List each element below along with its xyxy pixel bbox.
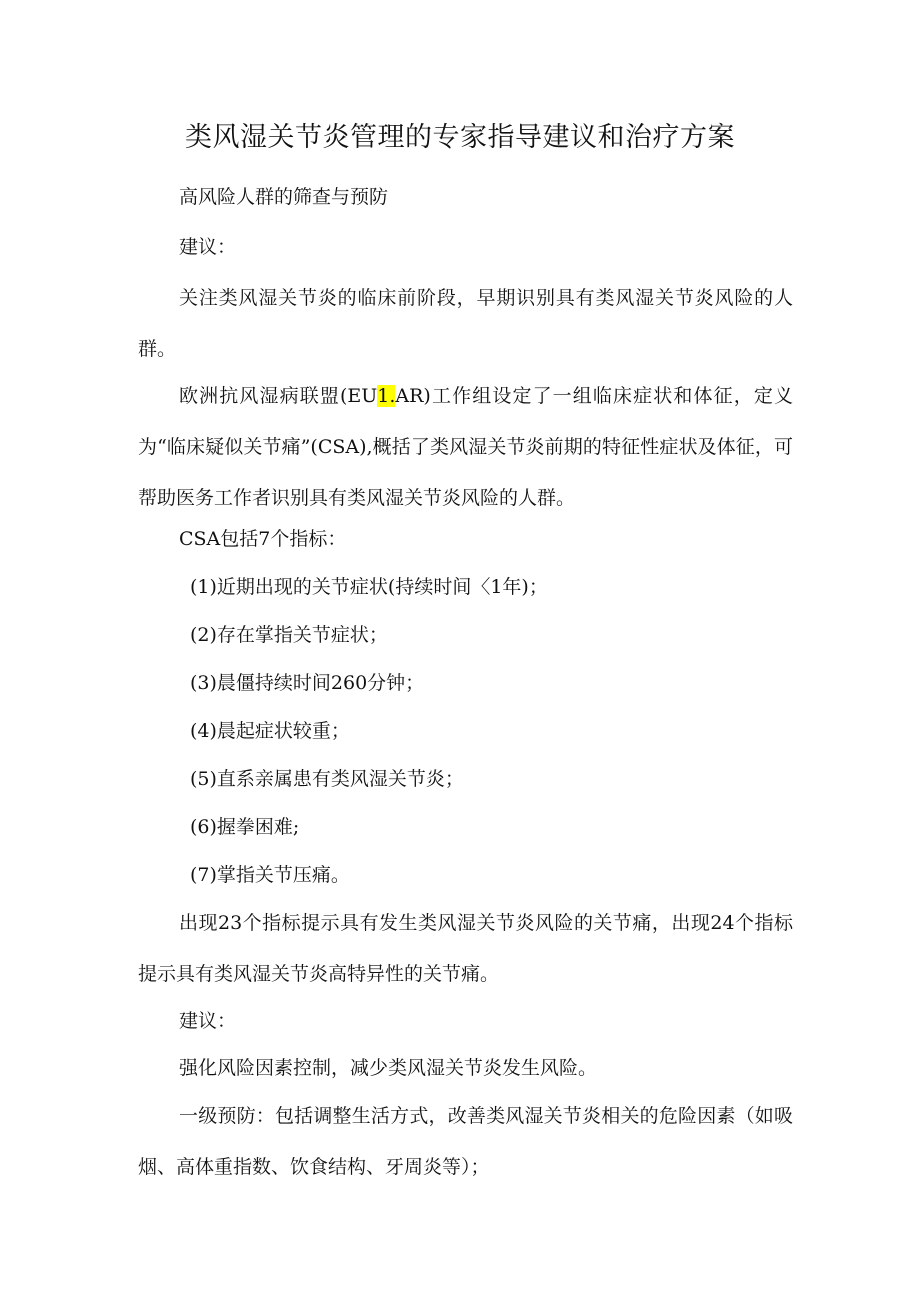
highlighted-text: 1.	[377, 385, 396, 407]
csa-item: (5)直系亲属患有类风湿关节炎；	[190, 768, 464, 790]
recommendation-label: 建议：	[179, 236, 237, 258]
recommendation-label: 建议：	[179, 1010, 237, 1032]
csa-item: (2)存在掌指关节症状；	[190, 624, 388, 646]
csa-intro: CSA包括7个指标：	[179, 528, 347, 550]
recommendation-text: 关注类风湿关节炎的临床前阶段，早期识别具有类风湿关节炎风险的人群。	[138, 287, 793, 360]
document-title: 类风湿关节炎管理的专家指导建议和治疗方案	[185, 122, 735, 153]
eular-paragraph	[138, 371, 793, 524]
csa-item: (4)晨起症状较重；	[190, 720, 350, 742]
primary-prevention-paragraph: 一级预防：包括调整生活方式，改善类风湿关节炎相关的危险因素（如吸烟、高体重指数、饮食结构、牙周炎等）；	[138, 1105, 793, 1178]
indicator-paragraph: 出现23个指标提示具有发生类风湿关节炎风险的关节痛，出现24个指标提示具有类风湿关节炎高特异性的关节痛。	[138, 912, 793, 985]
csa-item: (1)近期出现的关节症状(持续时间〈1年)；	[190, 576, 548, 598]
csa-item: (6)握拳困难;	[190, 816, 300, 838]
csa-item: (7)掌指关节压痛。	[190, 864, 350, 886]
recommendation-text: 强化风险因素控制，减少类风湿关节炎发生风险。	[179, 1057, 598, 1079]
eular-text-before: 欧洲抗风湿病联盟(EU	[179, 385, 378, 407]
eular-text-after: AR)工作组设定了一组临床症状和体征，定义为“临床疑似关节痛”(CSA),概括了类风湿关节炎前期的特征性症状及体征，可帮助医务工作者识别具有类风湿关节炎风险的人群。	[138, 385, 793, 509]
section-heading: 高风险人群的筛查与预防	[179, 186, 389, 208]
csa-item: (3)晨僵持续时间260分钟；	[190, 672, 425, 694]
